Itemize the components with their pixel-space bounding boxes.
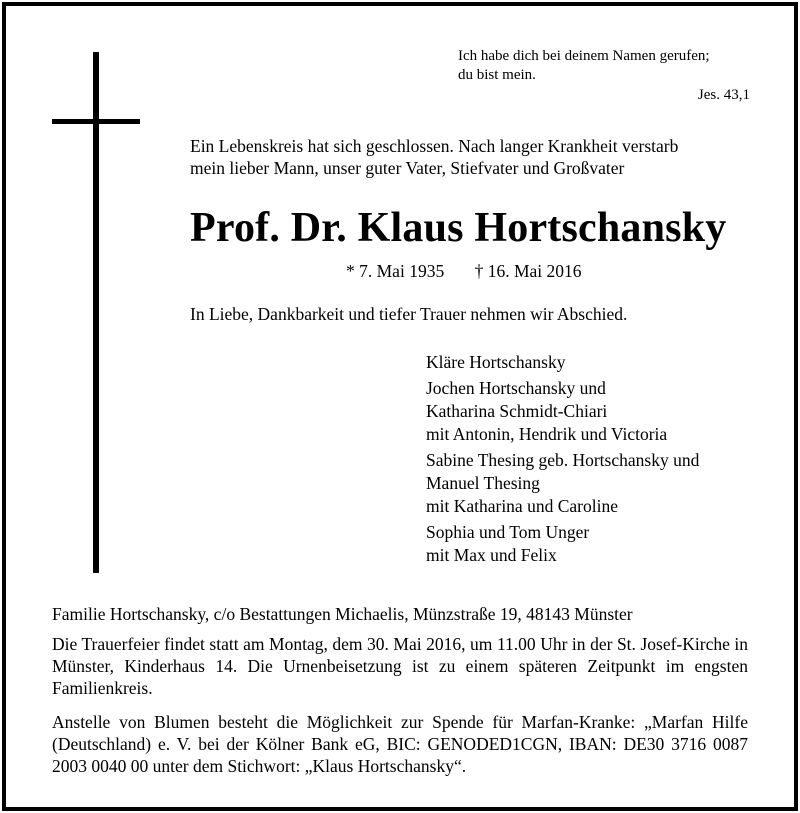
- family-address: Familie Hortschansky, c/o Bestattungen Michaelis, Münzstraße 19, 48143 Münster: [52, 604, 633, 624]
- mourner-group: [426, 449, 699, 518]
- death-date: † 16. Mai 2016: [474, 261, 582, 281]
- mourner-line: Katharina Schmidt-Chiari: [426, 401, 608, 421]
- mourner-line: Sophia und Tom Unger: [426, 522, 590, 542]
- mourner-line: Jochen Hortschansky und: [426, 378, 606, 398]
- mourner-group: [426, 351, 699, 374]
- cross-icon-horizontal: [52, 119, 140, 124]
- cross-icon-vertical: [93, 52, 99, 573]
- mourner-group: [426, 377, 699, 446]
- donation-info: Anstelle von Blumen besteht die Möglichkeit zur Spende für Marfan-Kranke: „Marfan Hilfe (Deutschland) e. V. bei der Kölner Bank eG, BIC: GENODED1CGN, IBAN: DE30 3716 0087 2003 0040 00 unter dem Stichwort: „Klaus Hortschansky“.: [52, 712, 748, 776]
- mourner-line: mit Max und Felix: [426, 545, 557, 565]
- verse-reference: Jes. 43,1: [697, 87, 750, 103]
- deceased-name: Prof. Dr. Klaus Hortschansky: [190, 205, 727, 251]
- life-dates: [346, 261, 582, 282]
- intro-line-2: mein lieber Mann, unser guter Vater, Stiefvater und Großvater: [190, 158, 625, 178]
- mourner-group: [426, 521, 699, 567]
- mourner-line: Manuel Thesing: [426, 473, 540, 493]
- intro-line-1: Ein Lebenskreis hat sich geschlossen. Nach langer Krankheit verstarb: [190, 136, 679, 156]
- bible-verse: [458, 47, 758, 85]
- funeral-info: Die Trauerfeier findet statt am Montag, dem 30. Mai 2016, um 11.00 Uhr in der St. Josef-Kirche in Münster, Kinderhaus 14. Die Urnenbeisetzung ist zu einem späteren Zeitpunkt im engsten Familienkreis.: [52, 634, 748, 698]
- mourner-line: Kläre Hortschansky: [426, 352, 566, 372]
- mourner-line: mit Antonin, Hendrik und Victoria: [426, 424, 668, 444]
- verse-line-2: du bist mein.: [458, 67, 536, 83]
- farewell-text: In Liebe, Dankbarkeit und tiefer Trauer nehmen wir Abschied.: [190, 304, 628, 324]
- birth-date: * 7. Mai 1935: [346, 261, 445, 281]
- mourner-line: mit Katharina und Caroline: [426, 496, 618, 516]
- mourners-list: [426, 351, 699, 570]
- intro-text: [190, 135, 760, 179]
- mourner-line: Sabine Thesing geb. Hortschansky und: [426, 450, 700, 470]
- verse-line-1: Ich habe dich bei deinem Namen gerufen;: [458, 48, 710, 64]
